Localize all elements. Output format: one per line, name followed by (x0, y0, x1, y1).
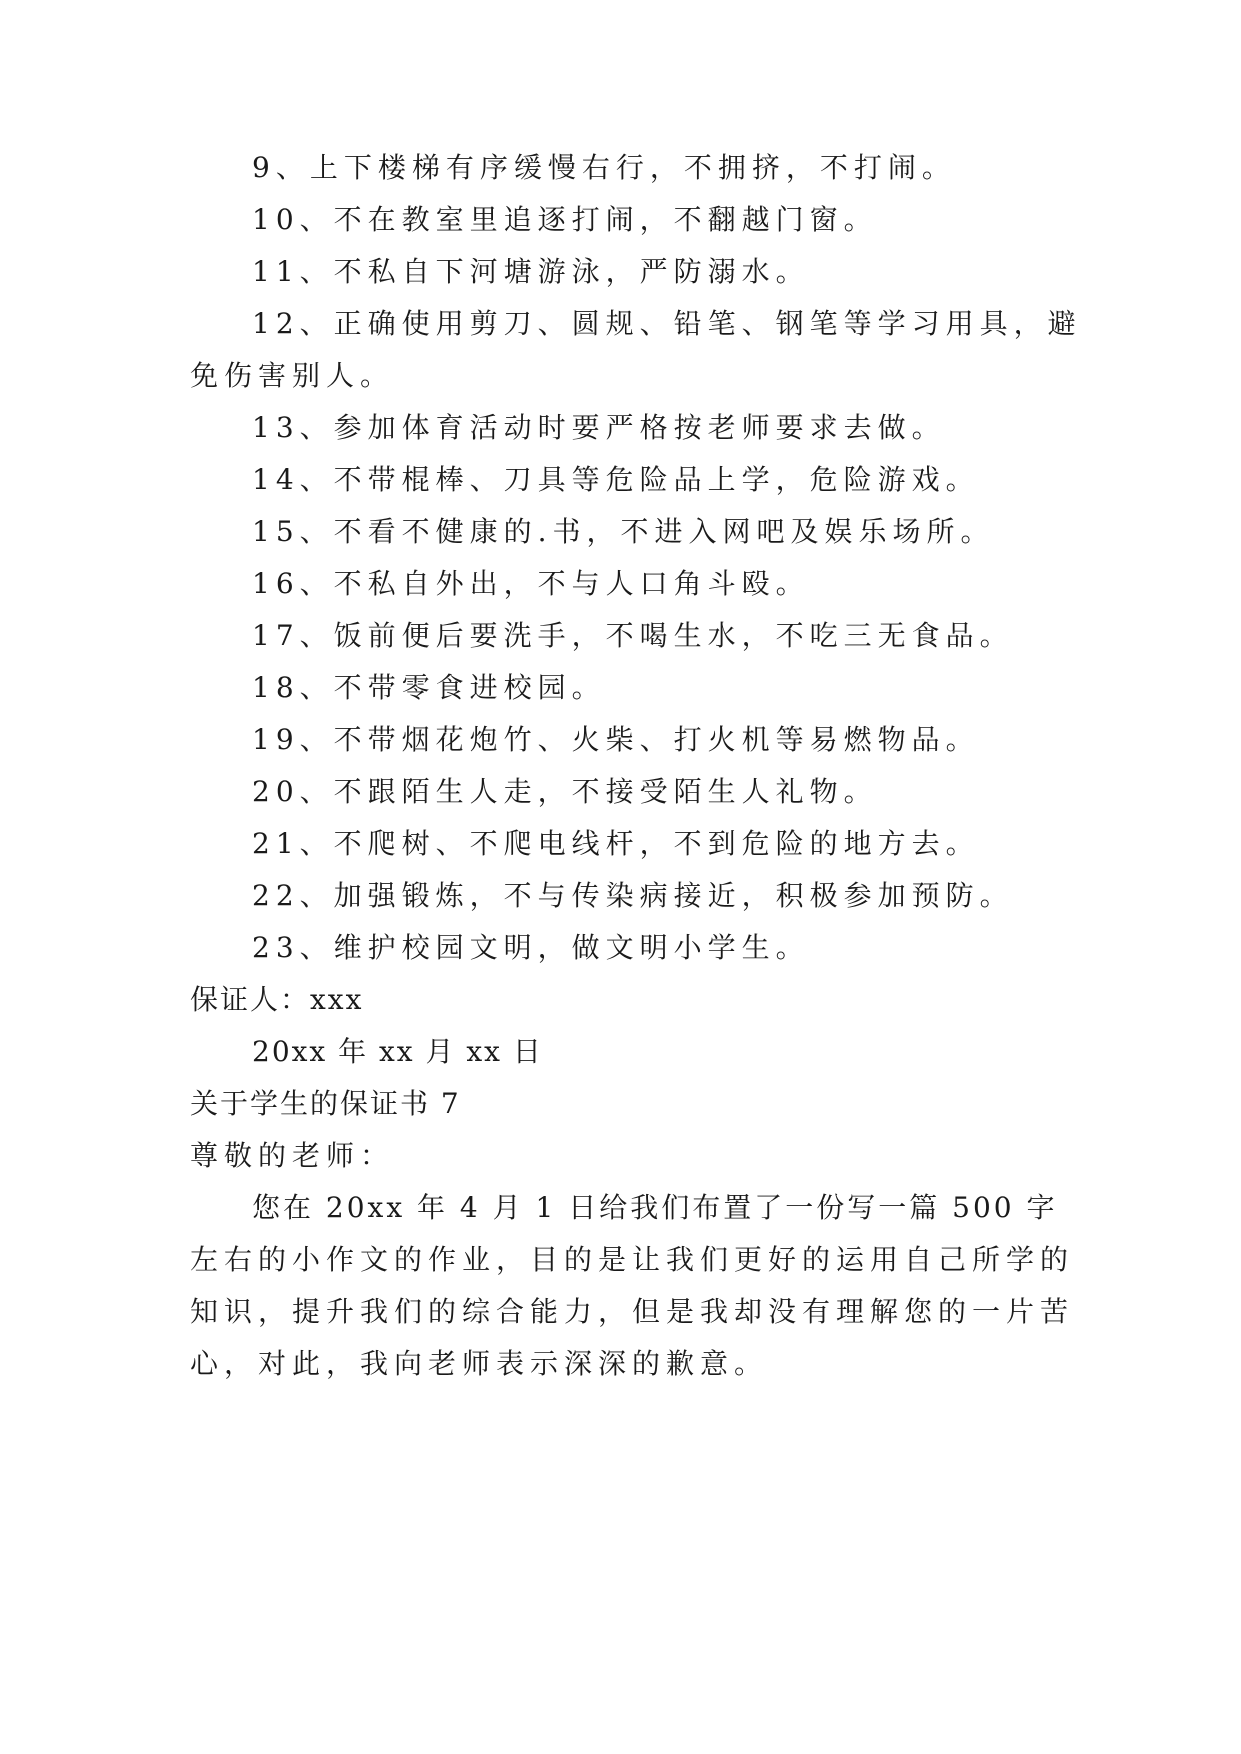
body-line-4: 心，对此，我向老师表示深深的歉意。 (190, 1347, 769, 1380)
salutation: 尊敬的老师： (190, 1139, 395, 1172)
rule-17: 17、饭前便后要洗手，不喝生水，不吃三无食品。 (252, 619, 1014, 652)
rule-12: 12、正确使用剪刀、圆规、铅笔、钢笔等学习用具，避 (252, 307, 1082, 340)
rule-21: 21、不爬树、不爬电线杆，不到危险的地方去。 (252, 827, 980, 860)
rule-20: 20、不跟陌生人走，不接受陌生人礼物。 (252, 775, 878, 808)
rule-14: 14、不带棍棒、刀具等危险品上学，危险游戏。 (252, 463, 980, 496)
section-title: 关于学生的保证书 7 (190, 1087, 461, 1120)
rule-19: 19、不带烟花炮竹、火柴、打火机等易燃物品。 (252, 723, 980, 756)
rule-9: 9、上下楼梯有序缓慢右行，不拥挤，不打闹。 (252, 151, 956, 184)
rule-12-continued: 免伤害别人。 (190, 359, 395, 392)
rule-23: 23、维护校园文明，做文明小学生。 (252, 931, 810, 964)
rule-16: 16、不私自外出，不与人口角斗殴。 (252, 567, 810, 600)
date: 20xx 年 xx 月 xx 日 (252, 1035, 543, 1068)
body-line-1: 您在 20xx 年 4 月 1 日给我们布置了一份写一篇 500 字 (252, 1191, 1058, 1224)
rule-10: 10、不在教室里追逐打闹，不翻越门窗。 (252, 203, 878, 236)
rule-13: 13、参加体育活动时要严格按老师要求去做。 (252, 411, 946, 444)
rule-18: 18、不带零食进校园。 (252, 671, 606, 704)
rule-15: 15、不看不健康的.书，不进入网吧及娱乐场所。 (252, 515, 995, 548)
rule-11: 11、不私自下河塘游泳，严防溺水。 (252, 255, 810, 288)
body-line-3: 知识，提升我们的综合能力，但是我却没有理解您的一片苦 (190, 1295, 1075, 1328)
body-line-2: 左右的小作文的作业，目的是让我们更好的运用自己所学的 (190, 1243, 1075, 1276)
signature: 保证人：xxx (190, 983, 364, 1016)
rule-22: 22、加强锻炼，不与传染病接近，积极参加预防。 (252, 879, 1014, 912)
